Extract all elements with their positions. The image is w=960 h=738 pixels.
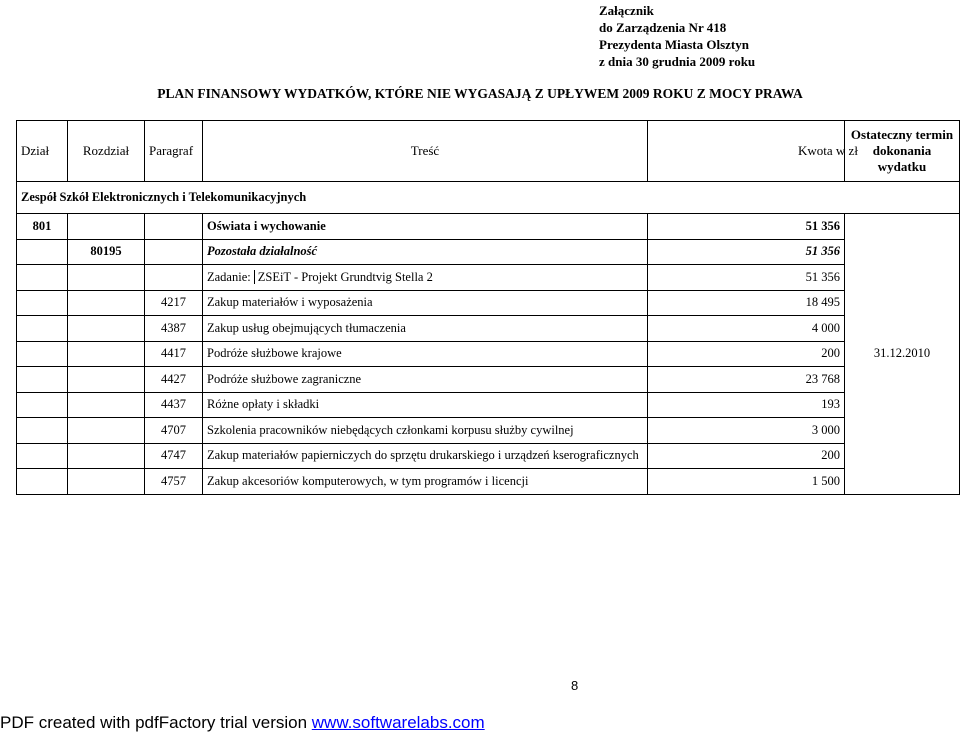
table-row <box>17 367 960 393</box>
item-amount: 3 000 <box>648 418 845 444</box>
header-paragraf: Paragraf <box>145 121 203 182</box>
header-termin: Ostateczny termin dokonania wydatku <box>845 121 960 182</box>
table-header-row <box>17 121 960 182</box>
paragraf-code: 4217 <box>145 290 203 316</box>
deadline-cell: 31.12.2010 <box>845 214 960 495</box>
item-name: Różne opłaty i składki <box>203 392 648 418</box>
table-row <box>17 469 960 495</box>
header-rozdzial: Rozdział <box>68 121 145 182</box>
task-amount: 51 356 <box>648 265 845 291</box>
page-number: 8 <box>571 678 579 693</box>
task-label: Zadanie: <box>207 270 255 284</box>
paragraf-code: 4757 <box>145 469 203 495</box>
expenditure-table <box>16 120 960 495</box>
dzial-row <box>17 214 960 240</box>
header-dzial: Dział <box>17 121 68 182</box>
footer-link[interactable]: www.softwarelabs.com <box>311 713 485 732</box>
rozdzial-code: 80195 <box>68 239 145 265</box>
table-row <box>17 392 960 418</box>
item-name: Podróże służbowe krajowe <box>203 341 648 367</box>
rozdzial-name: Pozostała działalność <box>203 239 648 265</box>
header-line-4: z dnia 30 grudnia 2009 roku <box>599 54 756 69</box>
rozdzial-row <box>17 239 960 265</box>
document-header <box>599 2 755 70</box>
task-name: ZSEiT - Projekt Grundtvig Stella 2 <box>257 269 433 284</box>
item-name: Zakup akcesoriów komputerowych, w tym programów i licencji <box>203 469 648 495</box>
header-kwota: Kwota w zł <box>648 121 845 182</box>
header-tresc: Treść <box>203 121 648 182</box>
pdf-footer <box>0 713 485 733</box>
paragraf-code: 4387 <box>145 316 203 342</box>
task-row <box>17 265 960 291</box>
unit-row <box>17 182 960 214</box>
item-name: Podróże służbowe zagraniczne <box>203 367 648 393</box>
paragraf-code: 4417 <box>145 341 203 367</box>
dzial-amount: 51 356 <box>648 214 845 240</box>
item-amount: 193 <box>648 392 845 418</box>
document-title: PLAN FINANSOWY WYDATKÓW, KTÓRE NIE WYGASAJĄ Z UPŁYWEM 2009 ROKU Z MOCY PRAWA <box>157 86 803 101</box>
dzial-name: Oświata i wychowanie <box>203 214 648 240</box>
table-row <box>17 443 960 469</box>
item-amount: 18 495 <box>648 290 845 316</box>
item-amount: 200 <box>648 443 845 469</box>
task-cell <box>203 265 648 291</box>
paragraf-code: 4427 <box>145 367 203 393</box>
dzial-code: 801 <box>17 214 68 240</box>
rozdzial-amount: 51 356 <box>648 239 845 265</box>
header-line-1: Załącznik <box>599 3 654 18</box>
paragraf-code: 4747 <box>145 443 203 469</box>
item-name: Zakup materiałów i wyposażenia <box>203 290 648 316</box>
item-amount: 23 768 <box>648 367 845 393</box>
header-line-2: do Zarządzenia Nr 418 <box>599 20 727 35</box>
footer-text: PDF created with pdfFactory trial version <box>0 713 312 732</box>
table-row <box>17 418 960 444</box>
table-row <box>17 341 960 367</box>
item-name: Zakup usług obejmujących tłumaczenia <box>203 316 648 342</box>
item-amount: 4 000 <box>648 316 845 342</box>
table-row <box>17 316 960 342</box>
paragraf-code: 4707 <box>145 418 203 444</box>
item-amount: 200 <box>648 341 845 367</box>
item-amount: 1 500 <box>648 469 845 495</box>
header-line-3: Prezydenta Miasta Olsztyn <box>599 37 749 52</box>
item-name: Szkolenia pracowników niebędących członkami korpusu służby cywilnej <box>203 418 648 444</box>
paragraf-code: 4437 <box>145 392 203 418</box>
unit-name: Zespół Szkół Elektronicznych i Telekomunikacyjnych <box>17 182 960 214</box>
table-row <box>17 290 960 316</box>
item-name: Zakup materiałów papierniczych do sprzętu drukarskiego i urządzeń kserograficznych <box>203 443 648 469</box>
